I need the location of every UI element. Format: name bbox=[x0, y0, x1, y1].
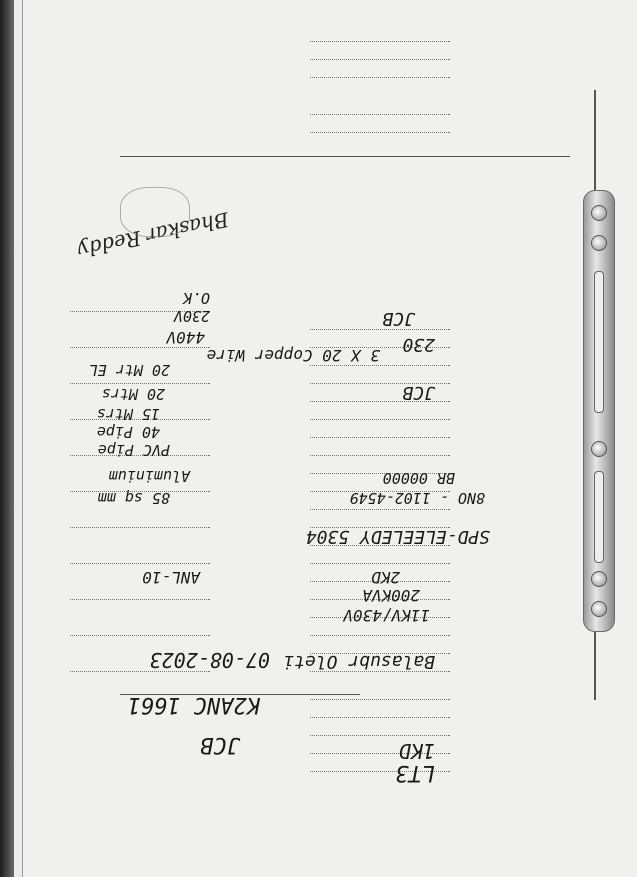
rivet bbox=[591, 441, 607, 457]
rivet bbox=[591, 205, 607, 221]
handwritten-serial: SPD-ELEELEDY 5304 bbox=[305, 526, 490, 547]
binder-wire bbox=[594, 620, 596, 700]
form-row bbox=[310, 731, 620, 745]
rivet bbox=[591, 235, 607, 251]
form-row bbox=[310, 110, 620, 124]
handwritten-name: Balasubr Oleti bbox=[283, 651, 435, 672]
handwritten-cable-length: 20 Mtr EL bbox=[88, 361, 170, 379]
signature: Bhaskar Reddy bbox=[75, 207, 231, 263]
divider-line bbox=[120, 156, 570, 157]
document-page bbox=[22, 0, 637, 877]
form-row bbox=[70, 595, 320, 609]
handwritten-reading: 230 bbox=[402, 334, 435, 355]
form-row bbox=[310, 433, 620, 447]
handwritten-field: K2ANC 1661 bbox=[127, 692, 260, 717]
handwritten-length: 15 Mtrs bbox=[96, 405, 160, 423]
handwritten-voltage: 440V bbox=[166, 328, 205, 347]
handwritten-field: JCB bbox=[402, 382, 435, 403]
form-row bbox=[310, 73, 620, 87]
form-row bbox=[70, 631, 320, 645]
form-row bbox=[70, 523, 320, 537]
form-row bbox=[310, 767, 620, 781]
form-row bbox=[310, 631, 620, 645]
form-row bbox=[310, 128, 620, 142]
form-row bbox=[310, 695, 620, 709]
handwritten-date: 07-08-2023 bbox=[149, 648, 270, 672]
handwritten-model: 8NO - 1102-4549 bbox=[349, 489, 485, 507]
stamp bbox=[120, 187, 190, 237]
form-row bbox=[310, 559, 620, 573]
handwritten-size: 85 sq mm bbox=[97, 489, 170, 507]
clip-slot bbox=[594, 471, 604, 563]
handwritten-field: JCB bbox=[382, 308, 415, 329]
handwritten-capacity: 200KVA bbox=[362, 586, 420, 605]
form-row bbox=[310, 55, 620, 69]
form-row bbox=[310, 713, 620, 727]
handwritten-field: LT3 bbox=[395, 760, 435, 785]
binder-wire bbox=[594, 90, 596, 200]
handwritten-voltage: 11KV/430V bbox=[343, 606, 430, 625]
handwritten-cable: 3 X 20 Copper Wire bbox=[206, 346, 380, 365]
form-row bbox=[310, 397, 620, 411]
form-sheet bbox=[23, 0, 637, 877]
handwritten-reading: BR 00000 bbox=[382, 469, 455, 487]
handwritten-length-2: 20 Mtrs bbox=[101, 385, 165, 403]
form-row bbox=[310, 505, 620, 519]
form-row bbox=[310, 749, 620, 763]
form-row bbox=[310, 415, 620, 429]
form-row bbox=[310, 577, 620, 591]
handwritten-field: JCB bbox=[200, 732, 240, 757]
handwritten-material: Aluminium bbox=[108, 467, 190, 485]
form-row bbox=[310, 469, 620, 483]
binder-clip bbox=[583, 190, 615, 632]
rivet bbox=[591, 571, 607, 587]
handwritten-code: ANL-10 bbox=[142, 568, 200, 587]
form-row bbox=[310, 325, 620, 339]
handwritten-voltage: 230V bbox=[173, 307, 210, 325]
handwritten-pipe-size: 40 Pipe bbox=[96, 423, 160, 441]
handwritten-ok: O.K bbox=[182, 289, 210, 307]
handwritten-pipe: PVC Pipe bbox=[97, 441, 170, 459]
handwritten-field: 1KD bbox=[398, 739, 435, 763]
handwritten-phases: 2KD bbox=[371, 568, 400, 587]
rivet bbox=[591, 601, 607, 617]
form-row bbox=[310, 451, 620, 465]
form-row bbox=[310, 37, 620, 51]
form-row bbox=[310, 379, 620, 393]
clip-slot bbox=[594, 271, 604, 413]
